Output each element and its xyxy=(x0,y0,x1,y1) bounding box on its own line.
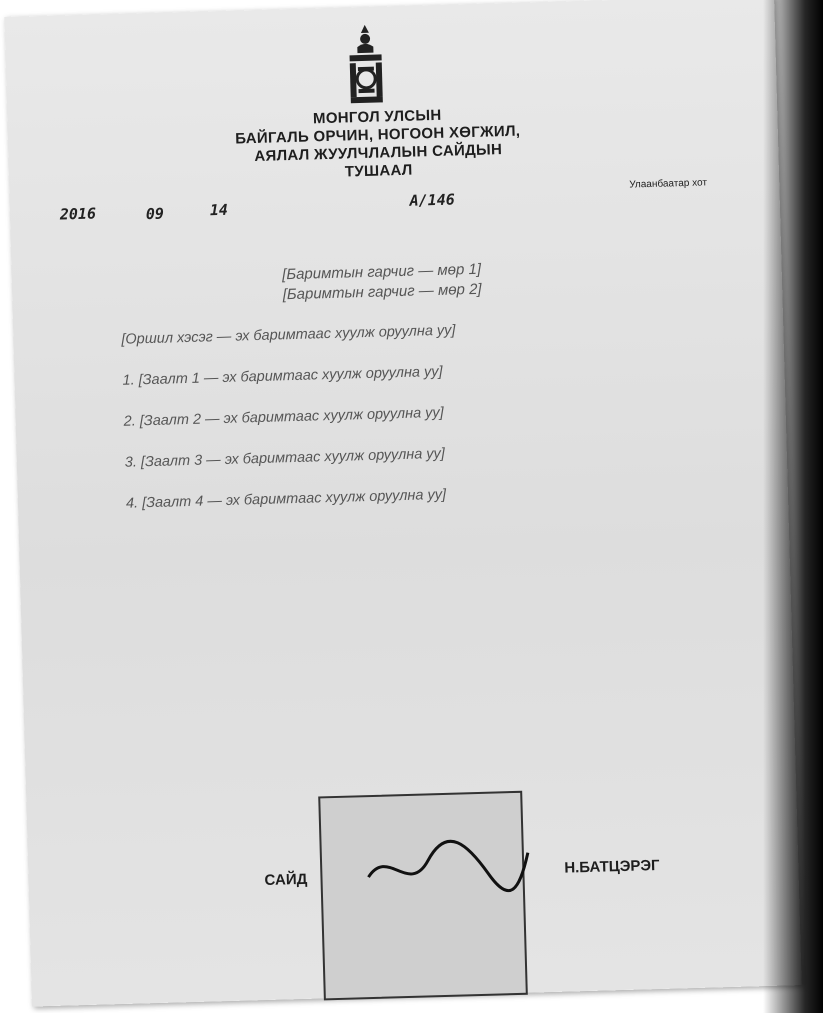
document-title xyxy=(151,256,612,309)
header-line-1: МОНГОЛ УЛСЫН xyxy=(312,106,442,128)
document-sheet xyxy=(4,0,801,1007)
handwritten-signature-icon xyxy=(347,832,539,907)
item-3-paragraph: 3. [Заалт 3 — эх баримтаас хуулж оруулна уу] xyxy=(124,445,446,471)
ministry-header xyxy=(137,102,619,187)
document-meta-row xyxy=(59,177,740,229)
day-value: 14 xyxy=(209,200,229,220)
year-value: 2016 xyxy=(59,204,97,224)
header-line-2: БАЙГАЛЬ ОРЧИН, НОГООН ХӨГЖИЛ, xyxy=(235,122,521,148)
item-4-paragraph: 4. [Заалт 4 — эх баримтаас хуулж оруулна уу] xyxy=(125,486,447,512)
state-emblem-icon xyxy=(335,22,397,106)
title-line-2: [Баримтын гарчиг — мөр 2] xyxy=(282,280,482,304)
signer-role: САЙД xyxy=(264,870,308,890)
header-line-3: АЯЛАЛ ЖУУЛЧЛАЛЫН САЙДЫН xyxy=(254,141,503,166)
edge-shadow xyxy=(763,0,823,1013)
city-label: Улаанбаатар хот xyxy=(629,177,708,191)
signer-name: Н.БАТЦЭРЭГ xyxy=(564,856,660,877)
document-number-value: А/146 xyxy=(409,190,456,210)
document-body xyxy=(65,314,750,538)
month-value: 09 xyxy=(145,204,165,224)
item-2-paragraph: 2. [Заалт 2 — эх баримтаас хуулж оруулна уу] xyxy=(123,404,444,430)
title-line-1: [Баримтын гарчиг — мөр 1] xyxy=(281,260,482,284)
intro-paragraph: [Оршил хэсэг — эх баримтаас хуулж оруулна уу] xyxy=(121,322,456,348)
header-line-4: ТУШААЛ xyxy=(344,161,413,181)
item-1-paragraph: 1. [Заалт 1 — эх баримтаас хуулж оруулна уу] xyxy=(122,363,443,389)
